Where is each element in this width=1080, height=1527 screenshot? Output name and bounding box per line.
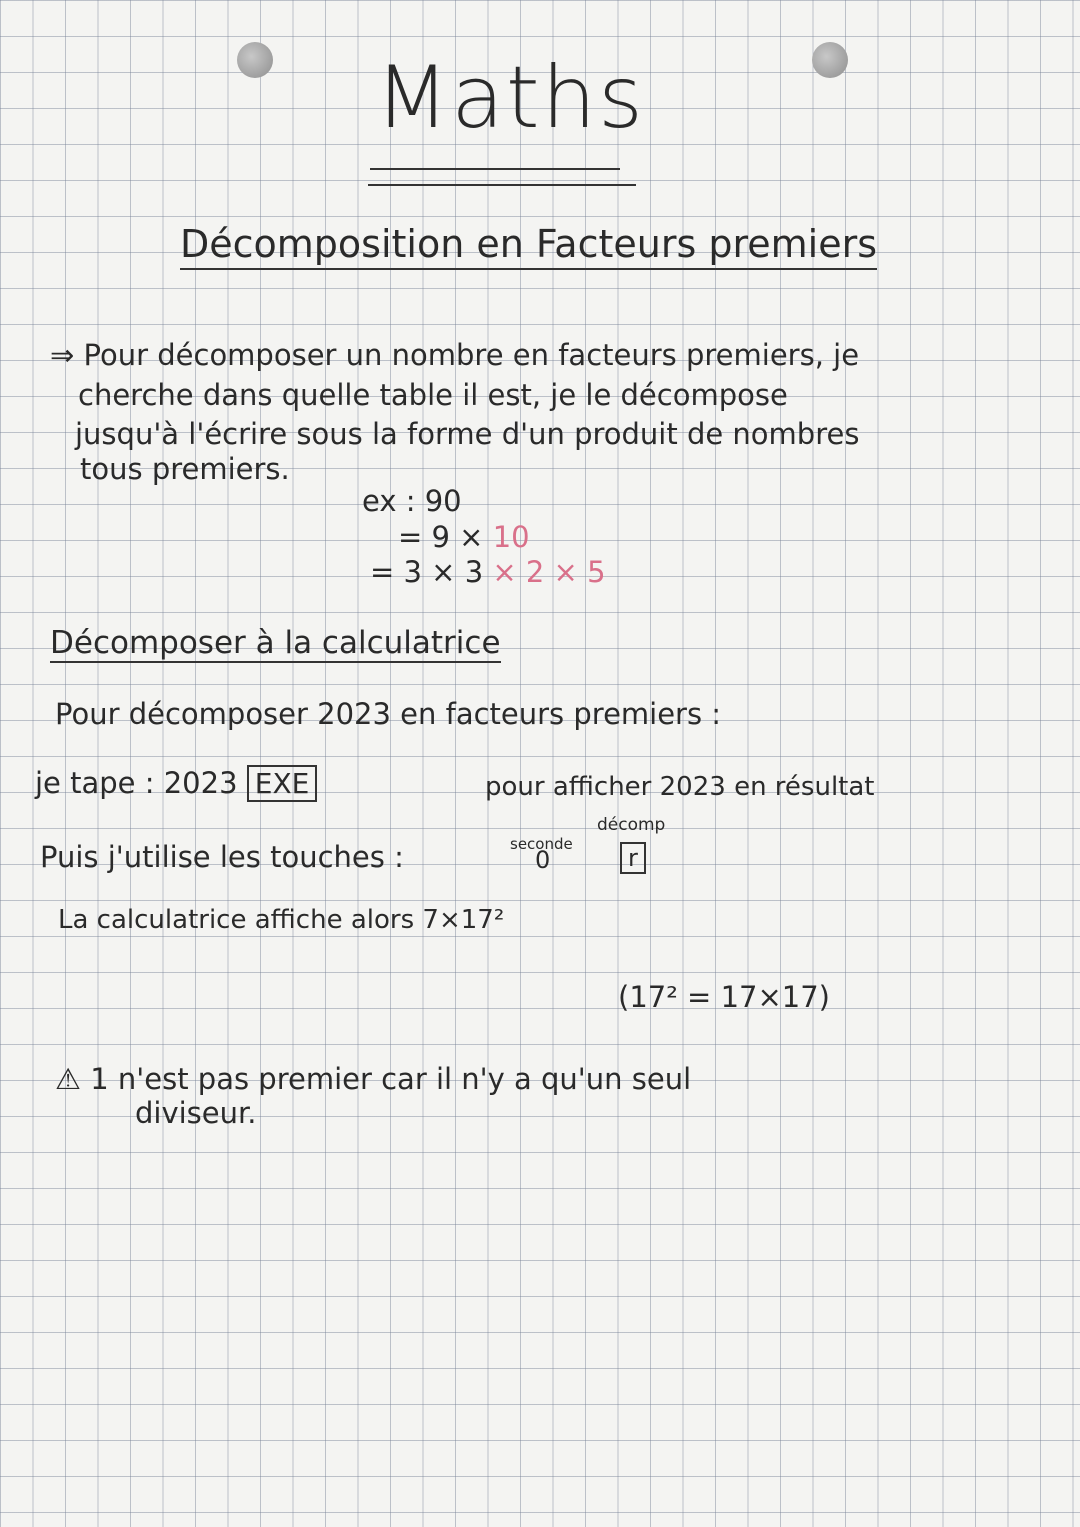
subtitle: Décomposition en Facteurs premiers bbox=[180, 222, 877, 270]
text: Pour décomposer un nombre en facteurs premiers, je bbox=[83, 338, 860, 372]
binder-hole bbox=[812, 42, 848, 78]
calc-line-4 bbox=[58, 905, 504, 935]
intro-line-3: jusqu'à l'écrire sous la forme d'un produit de nombres bbox=[75, 417, 860, 451]
calc-line-1: Pour décomposer 2023 en facteurs premiers : bbox=[55, 697, 722, 731]
title-underline bbox=[370, 168, 620, 170]
exe-key: EXE bbox=[247, 765, 318, 802]
warning-line-1 bbox=[55, 1062, 691, 1096]
text: La calculatrice affiche alors bbox=[58, 905, 415, 935]
step-red-text: × 2 × 5 bbox=[492, 555, 606, 589]
step-text: = 9 × bbox=[398, 520, 484, 554]
section-heading: Décomposer à la calculatrice bbox=[50, 625, 501, 661]
example-step-1 bbox=[398, 520, 530, 554]
example-number: 90 bbox=[424, 484, 462, 518]
calc-line-2 bbox=[35, 766, 317, 800]
seconde-label: seconde bbox=[510, 835, 573, 853]
warning-line-2: diviseur. bbox=[135, 1096, 257, 1130]
decomp-label: décomp bbox=[597, 815, 666, 835]
text: 1 n'est pas premier car il n'y a qu'un seul bbox=[90, 1062, 692, 1096]
calc-result: 7×17² bbox=[422, 905, 505, 935]
title-underline bbox=[368, 184, 636, 186]
calc-line-3: Puis j'utilise les touches : bbox=[40, 840, 404, 874]
ex-label: ex : bbox=[362, 484, 416, 518]
example-label bbox=[362, 484, 462, 518]
step-red-text: 10 bbox=[492, 520, 530, 554]
step-text: = 3 × 3 bbox=[370, 555, 484, 589]
arrow-icon: ⇒ bbox=[50, 338, 75, 372]
intro-line-1 bbox=[50, 338, 859, 372]
zero-key: 0 bbox=[535, 846, 551, 874]
intro-line-4: tous premiers. bbox=[80, 452, 290, 486]
decomp-key: r bbox=[620, 842, 646, 874]
text: je tape : 2023 bbox=[35, 766, 238, 800]
example-step-2 bbox=[370, 555, 606, 589]
warning-icon: ⚠ bbox=[55, 1062, 81, 1096]
square-note: (17² = 17×17) bbox=[618, 980, 830, 1014]
calc-line-2-suffix: pour afficher 2023 en résultat bbox=[485, 772, 875, 802]
intro-line-2: cherche dans quelle table il est, je le décompose bbox=[78, 378, 788, 412]
binder-hole bbox=[237, 42, 273, 78]
page-title: Maths bbox=[375, 48, 645, 148]
